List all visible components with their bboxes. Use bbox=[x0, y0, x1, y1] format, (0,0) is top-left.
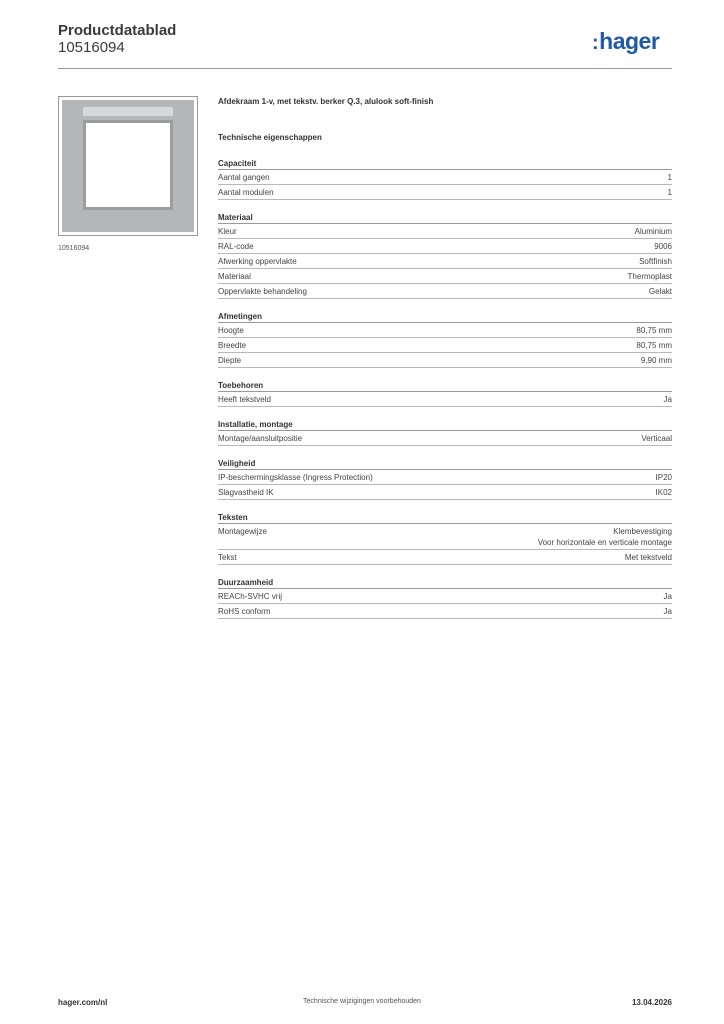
spec-value bbox=[636, 325, 672, 336]
spec-section bbox=[218, 458, 672, 500]
spec-label: Hoogte bbox=[218, 326, 244, 335]
product-specifications bbox=[218, 96, 672, 619]
spec-label: REACh-SVHC vrij bbox=[218, 592, 283, 601]
spec-section bbox=[218, 380, 672, 407]
spec-label: Heeft tekstveld bbox=[218, 395, 271, 404]
spec-value bbox=[636, 340, 672, 351]
spec-value-line: 80,75 mm bbox=[636, 341, 672, 350]
section-title: Capaciteit bbox=[218, 158, 672, 170]
spec-value bbox=[654, 241, 672, 252]
spec-section bbox=[218, 311, 672, 368]
spec-value bbox=[664, 591, 672, 602]
spec-value bbox=[625, 552, 672, 563]
footer-website-link[interactable]: hager.com/nl bbox=[58, 998, 108, 1007]
spec-label: Oppervlakte behandeling bbox=[218, 287, 307, 296]
cover-frame-icon bbox=[62, 100, 194, 232]
spec-row bbox=[218, 323, 672, 338]
spec-value-line: Gelakt bbox=[648, 287, 672, 296]
logo-mark-icon: : bbox=[592, 32, 599, 54]
section-title: Materiaal bbox=[218, 212, 672, 224]
footer-date: 13.04.2026 bbox=[631, 998, 672, 1007]
spec-value-line: Aluminium bbox=[634, 227, 672, 236]
spec-value bbox=[656, 487, 672, 498]
section-title: Installatie, montage bbox=[218, 419, 672, 431]
spec-value bbox=[635, 226, 672, 237]
spec-value-line: IP20 bbox=[655, 473, 672, 482]
spec-label: Afwerking oppervlakte bbox=[218, 257, 297, 266]
spec-label: RoHS conform bbox=[218, 607, 271, 616]
footer-disclaimer: Technische wijzigingen voorbehouden bbox=[303, 998, 421, 1005]
spec-row bbox=[218, 470, 672, 485]
spec-value-line: Verticaal bbox=[641, 434, 672, 443]
spec-value-line: Softfinish bbox=[639, 257, 672, 266]
spec-row bbox=[218, 589, 672, 604]
header-divider bbox=[58, 68, 672, 69]
spec-value bbox=[641, 433, 672, 444]
technical-properties-heading: Technische eigenschappen bbox=[218, 133, 322, 142]
spec-label: Diepte bbox=[218, 356, 242, 365]
spec-value-line: Voor horizontale en verticale montage bbox=[537, 538, 672, 547]
spec-label: Aantal modulen bbox=[218, 188, 274, 197]
spec-value bbox=[628, 271, 672, 282]
spec-value-line: Ja bbox=[663, 592, 672, 601]
spec-label: Montagewijze bbox=[218, 527, 267, 536]
spec-value-line: 1 bbox=[667, 173, 672, 182]
spec-value bbox=[664, 606, 672, 617]
spec-section bbox=[218, 512, 672, 565]
spec-label: Aantal gangen bbox=[218, 173, 270, 182]
frame-opening bbox=[83, 120, 173, 210]
spec-value-line: Met tekstveld bbox=[624, 553, 672, 562]
logo-text: hager bbox=[599, 28, 660, 54]
spec-value bbox=[668, 187, 672, 198]
product-description: Afdekraam 1-v, met tekstv. berker Q.3, alulook soft-finish bbox=[218, 97, 434, 106]
spec-value-line: 80,75 mm bbox=[636, 326, 672, 335]
spec-value bbox=[639, 256, 672, 267]
spec-value-line: Ja bbox=[663, 607, 672, 616]
spec-value-line: Thermoplast bbox=[627, 272, 672, 281]
spec-label: RAL-code bbox=[218, 242, 254, 251]
section-title: Duurzaamheid bbox=[218, 577, 672, 589]
spec-row bbox=[218, 604, 672, 619]
spec-value bbox=[664, 394, 672, 405]
spec-row bbox=[218, 431, 672, 446]
image-caption: 10516094 bbox=[58, 245, 90, 252]
spec-row bbox=[218, 485, 672, 500]
spec-value bbox=[668, 172, 672, 183]
spec-row bbox=[218, 353, 672, 368]
spec-row bbox=[218, 269, 672, 284]
spec-value-line: Klembevestiging bbox=[613, 527, 672, 536]
spec-value-line: 9,90 mm bbox=[640, 356, 672, 365]
spec-label: Materiaal bbox=[218, 272, 251, 281]
spec-value bbox=[538, 526, 672, 548]
spec-section bbox=[218, 212, 672, 299]
spec-value bbox=[649, 286, 672, 297]
spec-section bbox=[218, 577, 672, 619]
spec-label: Kleur bbox=[218, 227, 237, 236]
spec-row bbox=[218, 284, 672, 299]
spec-row bbox=[218, 239, 672, 254]
hager-logo bbox=[592, 28, 659, 55]
spec-section bbox=[218, 158, 672, 200]
spec-value bbox=[656, 472, 672, 483]
section-title: Toebehoren bbox=[218, 380, 672, 392]
spec-value-line: IK02 bbox=[655, 488, 672, 497]
spec-label: Tekst bbox=[218, 553, 237, 562]
section-title: Afmetingen bbox=[218, 311, 672, 323]
page-title: Productdatablad bbox=[58, 22, 177, 39]
spec-value bbox=[641, 355, 672, 366]
product-number: 10516094 bbox=[58, 39, 125, 56]
spec-value-line: 9006 bbox=[654, 242, 672, 251]
spec-row bbox=[218, 185, 672, 200]
spec-row bbox=[218, 170, 672, 185]
label-field bbox=[83, 107, 173, 116]
specification-sections bbox=[218, 158, 672, 619]
product-image bbox=[58, 96, 198, 236]
spec-value-line: Ja bbox=[663, 395, 672, 404]
section-title: Teksten bbox=[218, 512, 672, 524]
spec-row bbox=[218, 392, 672, 407]
spec-row bbox=[218, 550, 672, 565]
spec-row bbox=[218, 524, 672, 550]
spec-section bbox=[218, 419, 672, 446]
spec-row bbox=[218, 254, 672, 269]
spec-label: Montage/aansluitpositie bbox=[218, 434, 303, 443]
section-title: Veiligheid bbox=[218, 458, 672, 470]
spec-label: Breedte bbox=[218, 341, 247, 350]
spec-value-line: 1 bbox=[667, 188, 672, 197]
spec-label: Slagvastheid IK bbox=[218, 488, 274, 497]
spec-row bbox=[218, 224, 672, 239]
spec-row bbox=[218, 338, 672, 353]
spec-label: IP-beschermingsklasse (Ingress Protection) bbox=[218, 473, 373, 482]
